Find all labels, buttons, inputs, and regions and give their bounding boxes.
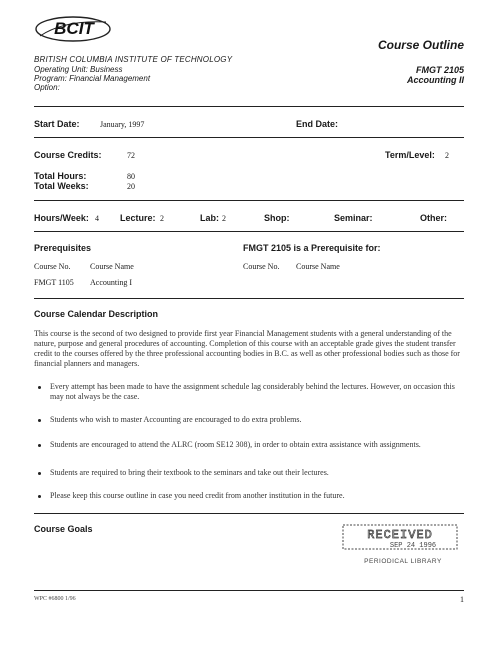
end-date-label: End Date: xyxy=(296,119,339,129)
stamp-received-text: RECEIVED xyxy=(367,528,433,542)
course-code: FMGT 2105 xyxy=(415,65,464,75)
divider xyxy=(34,231,464,232)
calendar-description-heading: Course Calendar Description xyxy=(34,309,159,319)
calendar-description-paragraph: This course is the second of two designed to provide first year Financial Management students with a general understanding of the nature, purpose and general procedures of accounting. Completion of this course with an acceptable grade gives the student transfer credit to the courses offered by the three professional accounting bodies in B.C. as well as other professional bodies such as those for financial planners and managers. xyxy=(34,329,460,368)
divider xyxy=(34,200,464,201)
total-hours-value: 80 xyxy=(127,172,135,181)
start-date-value: January, 1997 xyxy=(100,120,145,129)
term-level-value: 2 xyxy=(445,151,449,160)
page-number: 1 xyxy=(460,595,464,604)
course-goals-heading: Course Goals xyxy=(34,524,93,534)
divider xyxy=(34,298,464,299)
operating-unit: Operating Unit: Business xyxy=(34,65,123,74)
divider xyxy=(34,590,464,591)
lab-value: 2 xyxy=(222,214,226,223)
prereq-row-course-no: FMGT 1105 xyxy=(34,278,74,287)
logo-text: BCIT xyxy=(54,19,94,38)
bullet xyxy=(38,472,41,475)
list-item: Every attempt has been made to have the assignment schedule lag considerably behind the lectures. However, on occasion this may not always be the case. xyxy=(50,382,455,401)
total-hours-label: Total Hours: xyxy=(34,171,87,181)
stamp-date-text: SEP 24 1996 xyxy=(389,542,437,550)
prereq-row-course-name: Accounting I xyxy=(90,278,132,287)
bullet xyxy=(38,444,41,447)
course-credits-value: 72 xyxy=(127,151,135,160)
total-weeks-value: 20 xyxy=(127,182,135,191)
divider xyxy=(34,513,464,514)
other-label: Other: xyxy=(420,213,447,223)
list-item: Students are encouraged to attend the ALRC (room SE12 308), in order to obtain extra assistance with assignments. xyxy=(50,440,421,449)
prerequisites-heading: Prerequisites xyxy=(34,243,92,253)
hours-week-value: 4 xyxy=(95,214,99,223)
institute-name: BRITISH COLUMBIA INSTITUTE OF TECHNOLOGY xyxy=(34,55,233,64)
course-credits-label: Course Credits: xyxy=(34,150,102,160)
received-stamp xyxy=(341,524,459,566)
footer-form-code: WPC #6800 1/96 xyxy=(34,596,76,602)
shop-label: Shop: xyxy=(264,213,290,223)
prereq-col-course-name: Course Name xyxy=(90,262,134,271)
lecture-label: Lecture: xyxy=(120,213,156,223)
seminar-label: Seminar: xyxy=(334,213,373,223)
divider xyxy=(34,106,464,107)
course-name: Accounting II xyxy=(407,75,464,85)
document-title: Course Outline xyxy=(377,38,464,52)
list-item: Students who wish to master Accounting are encouraged to do extra problems. xyxy=(50,415,302,424)
lecture-value: 2 xyxy=(160,214,164,223)
option: Option: xyxy=(34,83,60,92)
program: Program: Financial Management xyxy=(34,74,151,83)
bullet xyxy=(38,386,41,389)
total-weeks-label: Total Weeks: xyxy=(34,181,89,191)
list-item: Please keep this course outline in case you need credit from another institution in the future. xyxy=(50,491,345,500)
prereq-col-course-no: Course No. xyxy=(34,262,71,271)
lab-label: Lab: xyxy=(200,213,219,223)
hours-week-label: Hours/Week: xyxy=(34,213,89,223)
prereq-for-col-course-no: Course No. xyxy=(243,262,280,271)
bullet xyxy=(38,495,41,498)
prerequisite-for-heading: FMGT 2105 is a Prerequisite for: xyxy=(243,243,381,253)
bullet xyxy=(38,419,41,422)
bcit-logo xyxy=(34,14,112,44)
prereq-for-col-course-name: Course Name xyxy=(296,262,340,271)
list-item: Students are required to bring their textbook to the seminars and take out their lectures. xyxy=(50,468,329,477)
stamp-library-text: PERIODICAL LIBRARY xyxy=(364,558,442,565)
divider xyxy=(34,137,464,138)
term-level-label: Term/Level: xyxy=(385,150,435,160)
start-date-label: Start Date: xyxy=(34,119,80,129)
